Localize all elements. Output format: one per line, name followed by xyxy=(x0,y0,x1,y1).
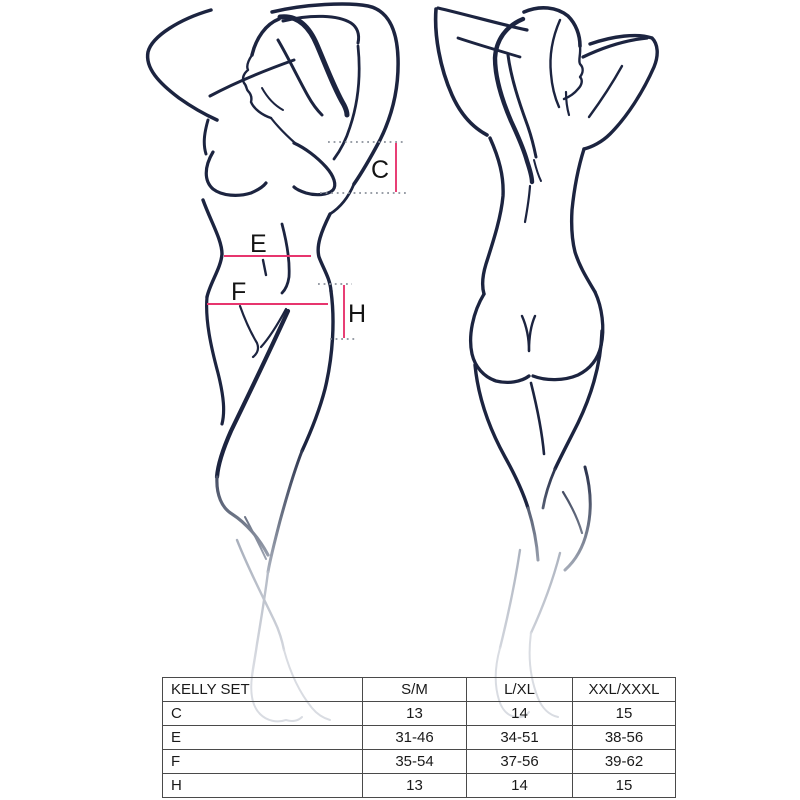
back-right-forearm-inner xyxy=(589,66,622,117)
table-row-h xyxy=(163,774,676,798)
value-c-lxl: 14 xyxy=(467,702,573,726)
front-navel xyxy=(263,260,266,275)
back-right-arm-top xyxy=(583,38,647,57)
value-e-sm: 31-46 xyxy=(363,726,467,750)
front-breast-left xyxy=(206,152,266,195)
measure-e-label: E xyxy=(250,230,267,258)
front-right-leg-lower xyxy=(268,451,302,572)
measure-c-label: C xyxy=(371,156,390,184)
back-left-thigh-inner xyxy=(531,383,544,454)
back-hair-tip xyxy=(534,160,541,181)
front-left-arm-outer xyxy=(148,10,217,120)
front-knee-calf xyxy=(217,477,268,555)
back-left-arm-outer xyxy=(436,9,487,135)
value-h-xxl: 15 xyxy=(573,774,676,798)
back-hair-strand-right xyxy=(550,20,560,107)
back-left-forearm-bottom xyxy=(458,38,520,57)
back-spine-line xyxy=(525,186,530,222)
column-header-xxl: XXL/XXXL xyxy=(573,678,676,702)
back-side-left xyxy=(483,138,503,294)
value-h-sm: 13 xyxy=(363,774,467,798)
measure-f-label: F xyxy=(231,278,247,306)
value-c-xxl: 15 xyxy=(573,702,676,726)
front-calf-inner xyxy=(245,517,266,559)
column-header-lxl: L/XL xyxy=(467,678,573,702)
front-hair-inner xyxy=(278,40,322,115)
back-shin-left xyxy=(500,550,520,648)
front-shin-right xyxy=(237,540,284,650)
value-h-lxl: 14 xyxy=(467,774,573,798)
back-side-right xyxy=(572,149,595,292)
front-neck-line xyxy=(271,118,295,143)
size-table-header-row xyxy=(163,678,676,702)
front-left-forearm-inner xyxy=(210,60,294,96)
female-figure-back xyxy=(436,8,658,717)
product-name-cell: KELLY SET xyxy=(163,678,363,702)
front-shin-left xyxy=(252,572,268,676)
front-face-profile xyxy=(243,55,271,118)
front-right-thigh-outer xyxy=(302,291,333,451)
front-torso-left xyxy=(203,200,222,297)
value-c-sm: 13 xyxy=(363,702,467,726)
row-label-h: H xyxy=(163,774,363,798)
back-hair-outer xyxy=(495,19,532,182)
size-table xyxy=(162,677,676,798)
female-figure-front xyxy=(148,4,398,721)
front-breast-right xyxy=(294,143,335,195)
table-row-e xyxy=(163,726,676,750)
measurement-markers xyxy=(207,142,406,339)
back-right-thigh-outer xyxy=(555,331,602,469)
back-heel-line xyxy=(563,492,582,533)
front-crotch-left xyxy=(240,306,258,357)
front-torso-right xyxy=(318,214,331,291)
row-label-f: F xyxy=(163,750,363,774)
column-header-sm: S/M xyxy=(363,678,467,702)
value-f-xxl: 39-62 xyxy=(573,750,676,774)
table-row-c xyxy=(163,702,676,726)
front-hair-strand xyxy=(262,88,283,110)
value-f-lxl: 37-56 xyxy=(467,750,573,774)
back-right-leg-lower xyxy=(543,469,555,508)
back-shin-right xyxy=(531,553,560,633)
back-left-leg-lower xyxy=(528,508,538,560)
table-row-f xyxy=(163,750,676,774)
value-e-lxl: 34-51 xyxy=(467,726,573,750)
value-f-sm: 35-54 xyxy=(363,750,467,774)
front-hip-left xyxy=(207,297,224,424)
row-label-e: E xyxy=(163,726,363,750)
back-buttock-right xyxy=(533,292,603,380)
back-crease-right xyxy=(529,316,535,351)
front-shoulder-left xyxy=(204,120,208,154)
value-e-xxl: 38-56 xyxy=(573,726,676,750)
back-neck-shade xyxy=(566,92,569,115)
front-hairline xyxy=(252,19,279,55)
back-left-thigh-outer xyxy=(475,365,528,508)
back-face-profile xyxy=(564,46,583,99)
front-hair-main xyxy=(280,17,347,115)
row-label-c: C xyxy=(163,702,363,726)
measure-h-label: H xyxy=(348,300,367,328)
back-buttock-left xyxy=(471,294,529,382)
front-belly-line xyxy=(282,224,289,293)
